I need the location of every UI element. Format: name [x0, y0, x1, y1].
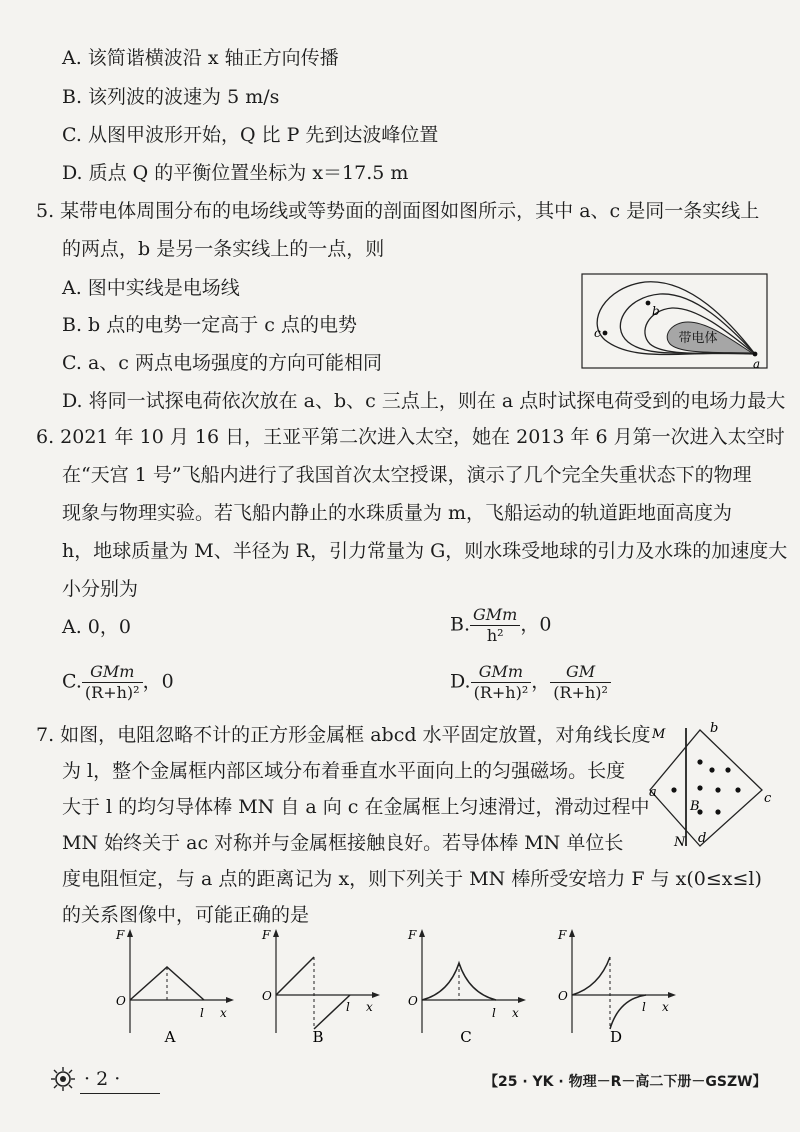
q7-label-n: N — [674, 835, 686, 850]
q6-option-c-fraction — [82, 662, 143, 703]
publisher-logo-icon — [50, 1066, 76, 1092]
q7-graph-b-f-label: F — [262, 928, 271, 942]
q6-option-d — [450, 662, 611, 703]
q5-option-c: C. a、c 两点电场强度的方向可能相同 — [62, 352, 382, 374]
q5-point-c — [603, 331, 608, 336]
q5-stem-line1: 5. 某带电体周围分布的电场线或等势面的剖面图如图所示，其中 a、c 是同一条实线上 — [36, 200, 760, 222]
q7-field-dots — [671, 759, 740, 814]
q5-point-b — [646, 301, 651, 306]
q7-graph-c-origin: O — [408, 994, 418, 1008]
q5-point-a — [753, 352, 758, 357]
q6-option-d-separator: ， — [531, 670, 551, 693]
q7-graph-d-curve-up — [572, 957, 610, 995]
q7-label-a: a — [649, 785, 657, 800]
q7-label-d: d — [698, 831, 707, 846]
q7-graph-a-x-label: x — [220, 1006, 227, 1020]
q6-line2: 在“天宫 1 号”飞船内进行了我国首次太空授课，演示了几个完全失重状态下的物理 — [62, 464, 752, 486]
q6-line3: 现象与物理实验。若飞船内静止的水珠质量为 m，飞船运动的轨道距地面高度为 — [62, 502, 733, 524]
q7-graph-c — [404, 925, 529, 1045]
q6-option-c-numerator: GMm — [82, 662, 143, 683]
q7-graph-b-label: B — [312, 1028, 324, 1046]
q7-graph-c-label: C — [460, 1028, 472, 1046]
q5-label-a: a — [753, 357, 761, 371]
q7-graph-d-label: D — [609, 1028, 623, 1046]
q6-option-d-numerator2: GM — [550, 662, 611, 683]
q6-option-d-fraction1 — [471, 662, 532, 703]
q7-graph-c-l-label: l — [492, 1006, 496, 1020]
q5-body-label: 带电体 — [678, 331, 718, 346]
q5-option-b: B. b 点的电势一定高于 c 点的电势 — [62, 314, 357, 336]
q7-graph-a-l-label: l — [200, 1006, 204, 1020]
q4-option-b: B. 该列波的波速为 5 m/s — [62, 86, 280, 108]
q4-option-c: C. 从图甲波形开始，Q 比 P 先到达波峰位置 — [62, 124, 439, 146]
q6-option-c-denominator: (R+h)² — [84, 683, 140, 702]
q7-graph-c-x-label: x — [512, 1006, 519, 1020]
q6-line1: 6. 2021 年 10 月 16 日，王亚平第二次进入太空，她在 2013 年 6 月第一次进入太空时 — [36, 426, 785, 448]
q7-graph-b-curve-down — [314, 995, 350, 1029]
q7-graph-a-label: A — [164, 1028, 176, 1046]
q6-option-b — [450, 605, 551, 646]
q7-graph-b-origin: O — [262, 989, 272, 1003]
q7-graph-a-curve — [130, 967, 204, 1000]
q5-option-d: D. 将同一试探电荷依次放在 a、b、c 三点上，则在 a 点时试探电荷受到的电场力最大 — [62, 390, 786, 412]
q7-line1: 7. 如图，电阻忽略不计的正方形金属框 abcd 水平固定放置，对角线长度 — [36, 724, 651, 746]
q7-label-b: b — [710, 721, 719, 736]
q7-graph-d-x-label: x — [662, 1000, 669, 1014]
q7-graph-b — [258, 925, 383, 1045]
q7-label-field-b: B — [690, 799, 700, 814]
q6-option-d-letter: D. — [450, 670, 471, 693]
q7-square-frame — [650, 730, 762, 846]
q6-option-d-denominator2: (R+h)² — [553, 683, 608, 702]
q7-line4: MN 始终关于 ac 对称并与金属框接触良好。若导体棒 MN 单位长 — [62, 832, 624, 854]
q7-graph-a-f-label: F — [116, 928, 125, 942]
q7-graph-b-x-label: x — [366, 1000, 373, 1014]
q7-graph-d-origin: O — [558, 989, 568, 1003]
q7-graph-b-curve-up — [276, 957, 314, 995]
q5-stem-line2: 的两点，b 是另一条实线上的一点，则 — [62, 238, 385, 260]
q6-option-b-fraction — [470, 605, 520, 646]
q7-line3: 大于 l 的均匀导体棒 MN 自 a 向 c 在金属框上匀速滑过，滑动过程中 — [62, 796, 650, 818]
q6-option-d-denominator1: (R+h)² — [473, 683, 529, 702]
q4-option-a: A. 该简谐横波沿 x 轴正方向传播 — [62, 47, 339, 69]
q6-option-b-letter: B. — [450, 613, 471, 636]
q7-graph-d-curve-down — [610, 995, 646, 1029]
q6-option-d-fraction2 — [550, 662, 611, 703]
page-number: · 2 · — [84, 1068, 121, 1090]
q7-label-m: M — [652, 727, 666, 742]
q6-option-c-letter: C. — [62, 670, 82, 693]
q6-option-b-denominator: h² — [486, 626, 504, 645]
q6-option-b-numerator: GMm — [470, 605, 520, 626]
q6-line5: 小分别为 — [62, 578, 139, 600]
page-number-underline — [80, 1093, 160, 1094]
q7-graph-b-l-label: l — [346, 1000, 350, 1014]
q7-graph-a — [112, 925, 237, 1045]
q7-line6: 的关系图像中，可能正确的是 — [62, 904, 310, 926]
q6-line4: h，地球质量为 M、半径为 R，引力常量为 G，则水珠受地球的引力及水珠的加速度大 — [62, 540, 788, 562]
q7-line5: 度电阻恒定，与 a 点的距离记为 x，则下列关于 MN 棒所受安培力 F 与 x(0≤x≤l) — [62, 868, 762, 890]
q7-graph-d-l-label: l — [642, 1000, 646, 1014]
q6-option-c — [62, 662, 174, 703]
q5-option-a: A. 图中实线是电场线 — [62, 277, 240, 299]
q6-option-b-tail: ，0 — [520, 613, 552, 636]
q7-graph-c-f-label: F — [408, 928, 417, 942]
exam-code: 【25 · YK · 物理－R－高二下册－GSZW】 — [484, 1074, 767, 1090]
q7-frame-diagram — [650, 718, 775, 848]
q5-label-b: b — [652, 304, 660, 318]
q7-line2: 为 l，整个金属框内部区域分布着垂直水平面向上的匀强磁场。长度 — [62, 760, 626, 782]
q7-label-c: c — [764, 791, 772, 806]
q4-option-d: D. 质点 Q 的平衡位置坐标为 x＝17.5 m — [62, 162, 409, 184]
q6-option-a: A. 0，0 — [62, 616, 131, 638]
q6-option-c-tail: ，0 — [142, 670, 174, 693]
q7-graph-d-f-label: F — [558, 928, 567, 942]
q5-field-diagram — [580, 272, 770, 372]
q7-graph-a-origin: O — [116, 994, 126, 1008]
q6-option-d-numerator1: GMm — [471, 662, 532, 683]
q7-graph-d — [554, 925, 679, 1045]
q5-label-c: c — [594, 326, 601, 340]
